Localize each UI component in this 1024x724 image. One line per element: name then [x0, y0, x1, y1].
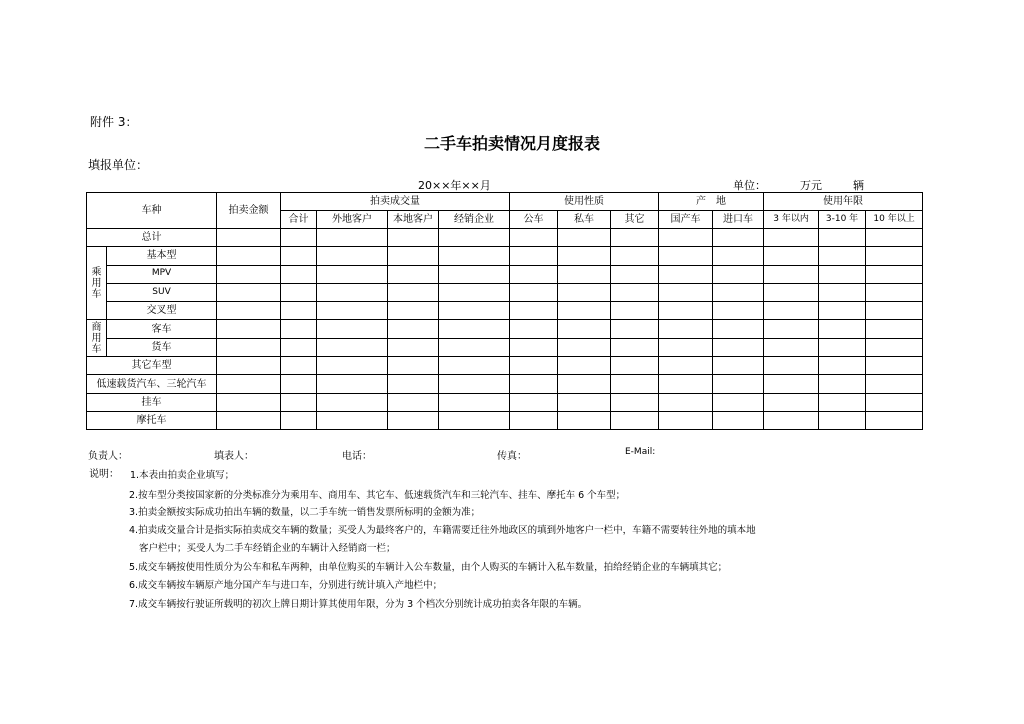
reporting-unit-label: 填报单位：	[88, 158, 149, 172]
header-auction-amount: 拍卖金额	[217, 193, 281, 229]
group-label-commercial	[87, 320, 107, 357]
table-row	[87, 302, 923, 320]
table-row	[87, 393, 923, 411]
email-label: E-Mail:	[625, 447, 656, 457]
row-label-crossover: 交叉型	[107, 302, 217, 320]
subheader-private: 私车	[558, 211, 611, 229]
header-volume: 拍卖成交量	[281, 193, 510, 211]
subheader-imported: 进口车	[713, 211, 764, 229]
subheader-age-3: 3 年以内	[764, 211, 819, 229]
row-label-suv: SUV	[107, 283, 217, 301]
note-item: 3.拍卖金额按实际成功拍出车辆的数量，以二手车统一销售发票所标明的金额为准；	[129, 507, 481, 518]
header-vehicle-type: 车种	[87, 193, 217, 229]
row-label-lowspeed: 低速载货汽车、三轮汽车	[87, 375, 217, 393]
table-row	[87, 357, 923, 375]
note-item: 1.本表由拍卖企业填写；	[130, 470, 235, 481]
table-row	[87, 247, 923, 265]
row-label-other-types: 其它车型	[87, 357, 217, 375]
row-label-trailer: 挂车	[87, 393, 217, 411]
unit-vehicle: 辆	[853, 179, 864, 192]
unit-label: 单位：	[733, 179, 766, 192]
subheader-dealer: 经销企业	[439, 211, 510, 229]
group-label-commercial-text: 商用车	[91, 321, 102, 355]
note-item: 5.成交车辆按使用性质分为公车和私车两种，由单位购买的车辆计入公车数量，由个人购买的车辆计入私车数量，拍给经销企业的车辆填其它；	[129, 562, 728, 573]
subheader-public: 公车	[510, 211, 558, 229]
subheader-age-10: 10 年以上	[866, 211, 923, 229]
note-item: 4.拍卖成交量合计是指实际拍卖成交车辆的数量；买受人为最终客户的，车籍需要迁往外地政区的填到外地客户一栏中，车籍不需要转往外地的填本地	[129, 525, 756, 536]
row-label-bus: 客车	[107, 320, 217, 338]
attachment-label: 附件 3：	[90, 115, 138, 129]
group-label-passenger-text: 乘用车	[91, 266, 102, 300]
note-item: 6.成交车辆按车辆原产地分国产车与进口车，分别进行统计填入产地栏中；	[129, 580, 443, 591]
header-age: 使用年限	[764, 193, 923, 211]
person-in-charge-label: 负责人：	[88, 451, 128, 462]
note-item: 2.按车型分类按国家新的分类标准分为乘用车、商用车、其它车、低速载货汽车和三轮汽车、挂车、摩托车 6 个车型；	[129, 490, 626, 501]
row-label-truck: 货车	[107, 338, 217, 356]
subheader-other-usage: 其它	[611, 211, 659, 229]
subheader-domestic: 国产车	[659, 211, 713, 229]
table-row	[87, 375, 923, 393]
group-label-passenger	[87, 247, 107, 320]
fax-label: 传真：	[497, 451, 527, 462]
subheader-age-3-10: 3-10 年	[819, 211, 866, 229]
header-usage: 使用性质	[510, 193, 659, 211]
filler-label: 填表人：	[214, 451, 254, 462]
report-table	[86, 192, 923, 430]
row-label-motorcycle: 摩托车	[87, 411, 217, 429]
report-period: 20××年××月	[418, 179, 491, 192]
notes-label: 说明：	[89, 469, 119, 480]
subheader-nonlocal: 外地客户	[317, 211, 388, 229]
page-title: 二手车拍卖情况月度报表	[423, 134, 600, 153]
row-label-mpv: MPV	[107, 265, 217, 283]
header-origin: 产 地	[659, 193, 764, 211]
row-label-total: 总计	[87, 229, 217, 247]
note-item: 客户栏中；买受人为二手车经销企业的车辆计入经销商一栏；	[139, 543, 396, 554]
row-label-basic: 基本型	[107, 247, 217, 265]
phone-label: 电话：	[342, 451, 372, 462]
table-row	[87, 320, 923, 338]
note-item: 7.成交车辆按行驶证所载明的初次上牌日期计算其使用年限，分为 3 个档次分别统计成功拍卖各年限的车辆。	[129, 599, 588, 610]
table-row	[87, 283, 923, 301]
subheader-local: 本地客户	[388, 211, 439, 229]
subheader-total: 合计	[281, 211, 317, 229]
table-row	[87, 265, 923, 283]
table-row	[87, 411, 923, 429]
table-row	[87, 229, 923, 247]
table-row	[87, 338, 923, 356]
unit-money: 万元	[800, 179, 822, 192]
